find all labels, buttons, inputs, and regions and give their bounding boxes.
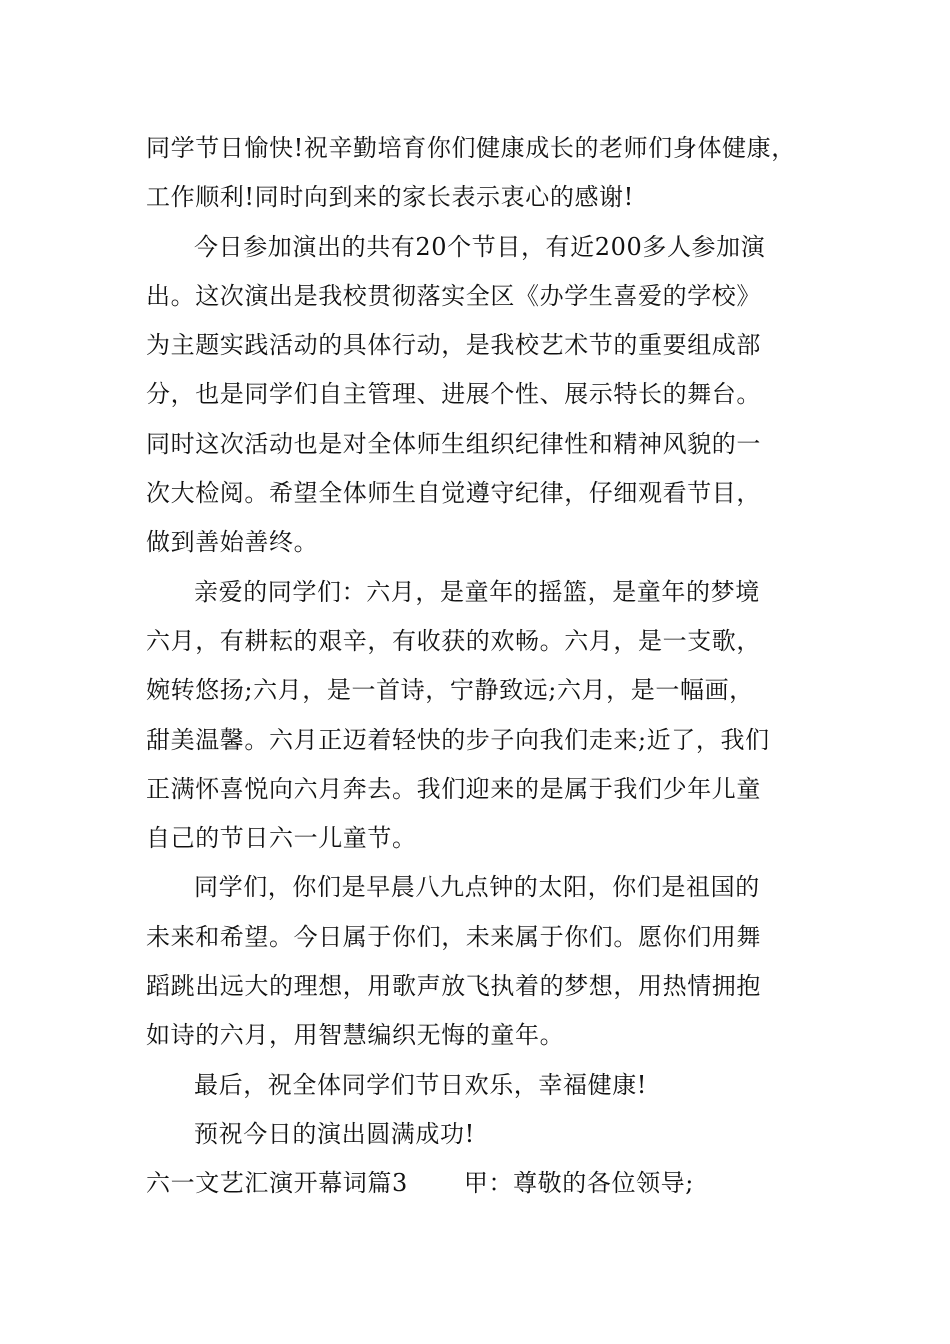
text-line-15: 自己的节日六一儿童节。: [146, 824, 417, 853]
text-line-4: 出。这次演出是我校贯彻落实全区《办学生喜爱的学校》: [146, 281, 761, 310]
text-line-21: 预祝今日的演出圆满成功!: [194, 1119, 475, 1148]
text-line-19: 如诗的六月，用智慧编织无悔的童年。: [146, 1021, 565, 1050]
section-opening-text: 甲：尊敬的各位领导;: [463, 1169, 694, 1198]
text-line-11: 六月，有耕耘的艰辛，有收获的欢畅。六月，是一支歌，: [146, 626, 761, 655]
text-line-1: 同学节日愉快!祝辛勤培育你们健康成长的老师们身体健康，: [146, 134, 796, 162]
text-line-3: 今日参加演出的共有20个节目，有近200多人参加演: [194, 232, 766, 261]
text-line-14: 正满怀喜悦向六月奔去。我们迎来的是属于我们少年儿童: [146, 774, 761, 803]
document-body: [146, 124, 814, 1209]
text-line-7: 同时这次活动也是对全体师生组织纪律性和精神风貌的一: [146, 429, 761, 458]
section-heading-line: [146, 1159, 814, 1208]
text-line-5: 为主题实践活动的具体行动，是我校艺术节的重要组成部: [146, 331, 761, 360]
section-title: 六一文艺汇演开幕词篇3: [146, 1169, 408, 1198]
text-line-18: 蹈跳出远大的理想，用歌声放飞执着的梦想，用热情拥抱: [146, 972, 761, 1001]
text-line-2: 工作顺利!同时向到来的家长表示衷心的感谢!: [146, 183, 634, 212]
text-line-6: 分，也是同学们自主管理、进展个性、展示特长的舞台。: [146, 380, 761, 409]
text-line-8: 次大检阅。希望全体师生自觉遵守纪律，仔细观看节目，: [146, 479, 761, 508]
text-line-20: 最后，祝全体同学们节日欢乐，幸福健康!: [194, 1070, 648, 1099]
text-line-17: 未来和希望。今日属于你们，未来属于你们。愿你们用舞: [146, 922, 761, 951]
text-line-13: 甜美温馨。六月正迈着轻快的步子向我们走来;近了，我们: [146, 725, 770, 754]
text-line-12: 婉转悠扬;六月，是一首诗，宁静致远;六月，是一幅画，: [146, 676, 754, 705]
text-line-10: 亲爱的同学们：六月，是童年的摇篮，是童年的梦境: [194, 577, 760, 606]
text-line-16: 同学们，你们是早晨八九点钟的太阳，你们是祖国的: [194, 873, 760, 902]
text-line-9: 做到善始善终。: [146, 528, 319, 557]
